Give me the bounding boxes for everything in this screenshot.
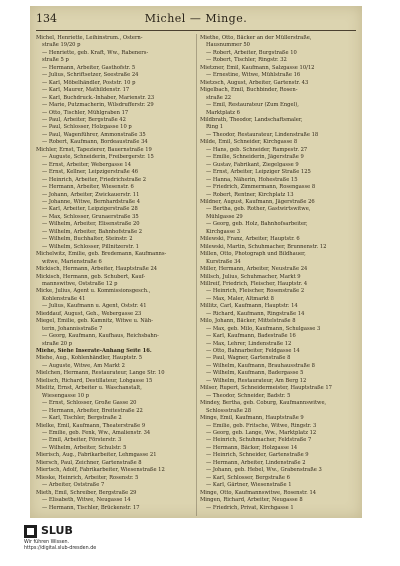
directory-entry: — Wilhelm, Arbeiter, Schulstr. 5 [42, 444, 127, 451]
directory-entry: — Emilie, Schneiderin, Jägerstraße 9 [206, 154, 304, 161]
directory-entry: — Johann, Arbeiter, Zwickauerstr. 11 [42, 191, 140, 198]
directory-entry: — Robert, Arbeiter, Burgstraße 10 [206, 49, 297, 56]
directory-entry: — Robert, Kaufmann, Bordeaustraße 34 [42, 139, 148, 146]
directory-entry: straße 19/20 p [42, 42, 81, 49]
directory-entry: Miertsch, Adolf, Fabrikarbeiter, Wiesenstraße 12 [36, 467, 165, 474]
directory-entry: — Hermann, Arbeiter, Lindenstraße 2 [206, 459, 306, 466]
directory-entry: Mieske, Heinrich, Arbeiter, Rosenstr. 5 [36, 474, 139, 481]
directory-entry: straße 20 p [42, 340, 73, 347]
directory-entry: Mielchen, Hermann, Restaurateur, Lange Str. 10 [36, 370, 165, 377]
directory-entry: — Hermann, Arbeiter, Gasthofstr. 5 [42, 64, 136, 71]
directory-entry: — Max, geb. Milo, Kaufmann, Schulgasse 3 [206, 325, 321, 332]
directory-entry: — Emilie, geb. Fenk, Ww., Amalienstr. 34 [42, 430, 151, 437]
directory-entry: — Elisabeth, Witwe, Neugasse 14 [42, 497, 131, 504]
directory-entry: — Otto, Tischler, Mühlgraben 17 [42, 109, 129, 116]
directory-entry: Mierisch, Aug., Fabrikarbeiter, Lehmgasse 21 [36, 452, 157, 459]
directory-entry: — Ernst, Schlosser, Große Gasse 20 [42, 400, 137, 407]
directory-entry: — Karl, Buchdruck.-Inhaber, Marienstr. 23 [42, 94, 155, 101]
directory-entry: — Heinrich, Fleischer, Rosenstraße 2 [206, 288, 305, 295]
directory-entry: — Ernestine, Witwe, Mühlstraße 16 [206, 72, 301, 79]
directory-entry: — Max, Maler, Altmarkt 8 [206, 295, 274, 302]
directory-entry: straße 5 p [42, 57, 69, 64]
directory-entry: — Theodor, Schneider, Badstr. 5 [206, 392, 291, 399]
directory-entry: — Georg, geb. Holz, Bahnhofsarbeiter, [206, 221, 308, 228]
directory-entry: — Julius, Kaufmann u. Agent, Oststr. 41 [42, 303, 147, 310]
directory-entry: — Ernst, Kellner, Leipzigerstraße 46 [42, 169, 139, 176]
directory-entry: Mielitz, Ernst, Arbeiter u. Waschanstalt, [36, 385, 142, 392]
directory-entry: Millen, Otto, Photograph und Bildhauer, [200, 251, 306, 258]
slub-subtitle-line: https://digital.slub-dresden.de [24, 546, 97, 551]
directory-entry: Schlossstraße 28 [206, 407, 252, 414]
directory-entry: Mickisch, Hermann, Arbeiter, Hauptstraße 24 [36, 266, 158, 273]
directory-entry: — Emil, Arbeiter, Försterstr. 3 [42, 437, 122, 444]
directory-entry: — Paul, Wagner, Gartenstraße 8 [206, 355, 291, 362]
directory-entry: — Emilie, geb. Fritsche, Witwe, Ringstr. 3 [206, 422, 317, 429]
column-divider [196, 34, 197, 516]
directory-entry: Migelbach, Emil, Buchbinder, Rosen- [200, 87, 298, 94]
directory-entry: Michelwitz, Emilie, geb. Bredemann, Kaufmanns- [36, 251, 167, 258]
slub-logo-icon [24, 525, 37, 538]
directory-entry: — Richard, Kaufmann, Ringstraße 14 [206, 310, 305, 317]
directory-entry: Miersch, Paul, Zeichner, Gartenstraße 8 [36, 459, 142, 466]
directory-entry: — Wilhelm, Kaufmann, Brauhausstraße 8 [206, 362, 315, 369]
directory-entry: Mietzsch, August, Arbeiter, Gartenstr. 43 [200, 79, 309, 86]
directory-entry: Milo, Johann, Bäcker, Mittelstraße 8 [200, 318, 296, 325]
directory-entry: — Robert, Tischler, Ringstr. 32 [206, 57, 287, 64]
slub-logo-subtitle [24, 540, 184, 552]
directory-entry: Minge, Otto, Kaufmannswitwe, Rosenstr. 14 [200, 489, 317, 496]
directory-entry: Mieddauf, August, Geh., Webergasse 23 [36, 310, 142, 317]
directory-entry: straße 22 [206, 94, 232, 101]
directory-entry: — Wilhelm, Arbeiter, Elisenstraße 20 [42, 221, 140, 228]
directory-entry: — Max, Lehrer, Lindenstraße 12 [206, 340, 292, 347]
directory-entry: — Friedrich, Privat, Kirchgasse 1 [206, 504, 294, 511]
directory-entry: Mühlgasse 29 [206, 213, 243, 220]
directory-entry: Miethe, Otto, Bäcker an der Müllerstraße, [200, 35, 312, 41]
directory-entry: Michel, Henriette, Leihinstrum., Ostern- [36, 35, 143, 41]
directory-entry: — Wilhelm, Restaurateur, Am Berg 12 [206, 377, 307, 384]
directory-entry: — Julius, Schriftsetzer, Seestraße 24 [42, 72, 139, 79]
directory-entry: — Auguste, Schneiderin, Freibergerstr. 15 [42, 154, 154, 161]
directory-entry: Wiesengasse 10 p [42, 392, 90, 399]
directory-entry: — Heinrich, Arbeiter, Friedrichstraße 2 [42, 176, 147, 183]
directory-entry: — Karl, Gärtner, Wiesenstraße 1 [206, 482, 292, 489]
directory-entry: Kohlenstraße 41 [42, 295, 86, 302]
directory-entry: — Georg, geb. Lange, Ww., Marktplatz 12 [206, 430, 317, 437]
directory-entry: Mildbrath, Theodor, Landschaftsmaler, [200, 116, 303, 123]
directory-entry: Milser, Rupert, Schneidermeister, Hauptstraße 17 [200, 385, 332, 392]
directory-entry: Mielke, Emil, Kaufmann, Theaterstraße 9 [36, 422, 146, 429]
directory-entry: — Karl, Maurer, Mathildenstr. 17 [42, 87, 130, 94]
directory-entry: Milewski, Franz, Arbeiter, Hauptstr. 6 [200, 236, 300, 243]
directory-entry: — Henriette, geb. Kraft, Ww., Rabeners- [42, 49, 149, 56]
directory-entry: — Wilhelm, Buchhalter, Steinstr. 2 [42, 236, 133, 243]
directory-entry: — Wilhelm, Schlosser, Pillnitzerstr. 1 [42, 243, 139, 250]
directory-entry: — Johanne, Witwe, Bernhardstraße 4 [42, 198, 141, 205]
directory-entry: — Bertha, geb. Rother, Gastwirtswitwe, [206, 206, 311, 213]
page-number: 134 [36, 12, 57, 25]
directory-entry: Miller, Hermann, Arbeiter, Neustraße 24 [200, 266, 308, 273]
directory-entry: Miegel, Emilie, geb. Kamnitz, Witwe u. Näh- [36, 318, 153, 325]
directory-entry: — Paul, Arbeiter, Bergstraße 42 [42, 116, 126, 123]
directory-entry: — Friedrich, Zimmermann, Rosengasse 8 [206, 184, 316, 191]
page-title: Michel — Minge. [144, 12, 248, 25]
slub-subtitle-line: Wir führen Wissen. [24, 540, 70, 545]
directory-entry: Mielisch, Richard, Destillateur, Lohgasse 15 [36, 377, 153, 384]
directory-entry: — Paul, Wagenführer, Ammonstraße 35 [42, 131, 146, 138]
directory-entry: — Gustav, Fabrikant, Ziegelgasse 9 [206, 161, 299, 168]
directory-entry: — Heinrich, Schuhmacher, Feldstraße 7 [206, 437, 312, 444]
directory-entry: Milewski, Martin, Schuhmacher, Brunnenstr. 12 [200, 243, 327, 250]
footer [24, 524, 364, 558]
directory-entry: — Paul, Schlosser, Holzgasse 10 p [42, 124, 132, 131]
directory-entry: — Max, Schlosser, Grunaerstraße 35 [42, 213, 139, 220]
directory-entry: Mindey, Bertha, geb. Coburg, Kaufmannswitwe, [200, 400, 327, 407]
directory-entry: Millitz, Carl, Kaufmann, Hauptstr. 14 [200, 303, 298, 310]
directory-entry: — Hermann, Tischler, Brückenstr. 17 [42, 504, 140, 511]
directory-entry: terin, Johannisstraße 7 [42, 325, 103, 332]
directory-entry: Millsch, Julius, Schuhmacher, Markt 9 [200, 273, 301, 280]
directory-entry: Miehe, Siehe Inserate-Anhang Seite 16. [36, 348, 152, 355]
directory-entry: Millreif, Friedrich, Fleischer, Hauptstr. 4 [200, 280, 308, 287]
directory-entry: — Wilhelm, Arbeiter, Bahnhofstraße 2 [42, 228, 143, 235]
directory-entry: — Karl, Arbeiter, Leipzigerstraße 28 [42, 206, 138, 213]
directory-entry: — Theodor, Restaurateur, Lindenstraße 18 [206, 131, 319, 138]
directory-entry: — Heinrich, Schneider, Gartenstraße 9 [206, 452, 309, 459]
directory-entry: Kurstraße 34 [206, 258, 241, 265]
directory-entry: — Hermann, Arbeiter, Breitestraße 22 [42, 407, 143, 414]
directory-entry: Mietzner, Emil, Kaufmann, Salzgasse 10/12 [200, 64, 315, 71]
directory-entry: — Karl, Möbelhändler, Poststr. 10 p [42, 79, 136, 86]
directory-entry: Kirchgasse 3 [206, 228, 241, 235]
directory-entry: Minge, Emil, Kaufmann, Hauptstraße 9 [200, 415, 304, 422]
directory-entry: — Ernst, Arbeiter, Leipziger Straße 125 [206, 169, 311, 176]
page-header [30, 6, 362, 32]
right-column [200, 35, 355, 512]
directory-entry: — Hermann, Bäcker, Holzgasse 14 [206, 444, 298, 451]
directory-entry: Hausnummer 50 [206, 42, 250, 49]
directory-entry: Mildner, August, Kaufmann, Jägerstraße 26 [200, 198, 315, 205]
directory-entry: — Karl, Schlosser, Bergstraße 6 [206, 474, 290, 481]
directory-entry: Mieth, Emil, Schreiber, Bergstraße 29 [36, 489, 137, 496]
directory-entry: — Ernst, Arbeiter, Webergasse 14 [42, 161, 132, 168]
directory-entry: — Hermann, Arbeiter, Wiesenstr. 6 [42, 184, 134, 191]
slub-logo[interactable] [24, 524, 144, 554]
directory-entry: Milde, Emil, Schneider, Kirchgasse 8 [200, 139, 298, 146]
directory-entry: — Marie, Putzmacherin, Wilsdrufferstr. 29 [42, 102, 154, 109]
left-column [36, 35, 191, 512]
directory-entry: — Johann, geb. Hebel, Ww., Grabenstraße 3 [206, 467, 322, 474]
directory-entry: — Otto, Bahnarbeiter, Feldgasse 14 [206, 348, 300, 355]
directory-entry: Mingen, Richard, Arbeiter, Neugasse 8 [200, 497, 303, 504]
directory-entry: — Georg, Kaufmann, Kaufhaus, Reichsbahn- [42, 333, 159, 340]
directory-entry: Michler, Ernst, Tapezierer, Bauernstraße 19 [36, 146, 152, 153]
directory-page [30, 6, 362, 518]
directory-entry: — Hans, geb. Schneider, Rampestr. 27 [206, 146, 308, 153]
directory-entry: Marktplatz 6 [206, 109, 240, 116]
directory-entry: — Wilhelm, Kaufmann, Badergasse 5 [206, 370, 304, 377]
directory-entry: Miehe, Aug., Kohlenhändler, Hauptstr. 5 [36, 355, 143, 362]
directory-entry: witwe, Marienstraße 6 [42, 258, 102, 265]
directory-entry: mannswitwe, Oststraße 12 p [42, 280, 118, 287]
header-rule [36, 30, 356, 31]
directory-entry: — Arbeiter, Oststraße 7 [42, 482, 105, 489]
directory-entry: — Auguste, Witwe, Am Markt 2 [42, 362, 125, 369]
directory-entry: — Hanna, Näherin, Hohestraße 15 [206, 176, 298, 183]
directory-entry: Ring 1 [206, 124, 224, 131]
directory-entry: — Karl, Kaufmann, Badestraße 16 [206, 333, 296, 340]
directory-entry: — Robert, Rentner, Kirchplatz 13 [206, 191, 294, 198]
directory-entry: — Karl, Tischler, Bergstraße 2 [42, 415, 122, 422]
directory-entry: Micke, Julius, Agent u. Kommissionsgesch., [36, 288, 151, 295]
slub-logo-name: SLUB [41, 524, 73, 537]
directory-entry: Mickisch, Hermann, geb. Schubert, Kauf- [36, 273, 146, 280]
directory-entry: — Emil, Restaurateur (Zum Engel), [206, 102, 299, 109]
